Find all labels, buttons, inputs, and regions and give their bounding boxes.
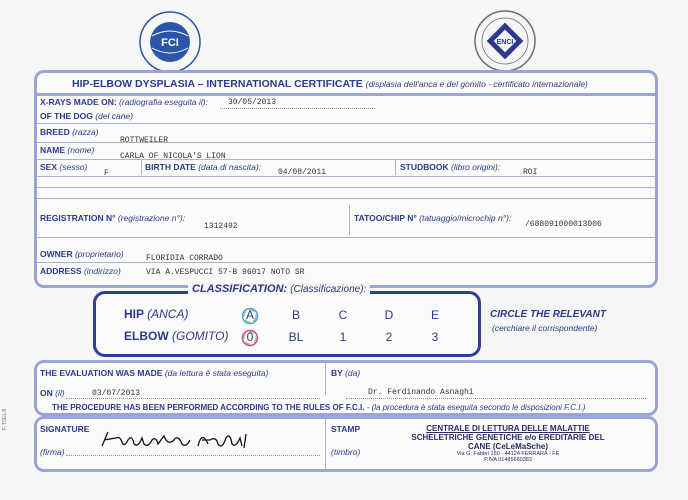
address-label: ADDRESS (indirizzo) bbox=[40, 266, 121, 276]
birth-label: BIRTH DATE (data di nascita): bbox=[145, 162, 262, 172]
hip-grade-circle bbox=[240, 306, 260, 326]
stamp-line-1: CENTRALE DI LETTURA DELLE MALATTIE bbox=[426, 424, 590, 433]
hip-grade-e: E bbox=[430, 308, 439, 322]
sex-value: F bbox=[104, 169, 109, 178]
enci-logo bbox=[472, 8, 538, 74]
elbow-label: ELBOW (GOMITO) bbox=[124, 329, 229, 343]
xray-value: 30/05/2013 bbox=[228, 98, 277, 107]
classification-box bbox=[93, 291, 481, 357]
stamp-label: STAMP bbox=[331, 424, 361, 434]
stamp-line-5: P.IVA 01485660383 bbox=[484, 457, 532, 463]
evaluation-on-label: ON (il) bbox=[40, 388, 65, 398]
hip-grade-d: D bbox=[384, 308, 394, 322]
title-main: HIP-ELBOW DYSPLASIA – INTERNATIONAL CERTIFICATE bbox=[72, 78, 363, 90]
fci-logo bbox=[138, 10, 202, 74]
studbook-label: STUDBOOK (libro origini): bbox=[400, 162, 501, 172]
signature-label: SIGNATURE bbox=[40, 424, 90, 434]
elbow-grade-1: 1 bbox=[339, 330, 347, 344]
stamp-label-it: (timbro) bbox=[331, 447, 361, 457]
registration-label: REGISTRATION N° (registrazione n°): bbox=[40, 213, 186, 223]
classification-title: CLASSIFICATION: (Classificazione): bbox=[188, 283, 370, 295]
elbow-grade-3: 3 bbox=[431, 330, 439, 344]
owner-value: FLORIDIA CORRADO bbox=[146, 254, 223, 263]
xray-label: X-RAYS MADE ON: (radiografia eseguita il): bbox=[40, 97, 208, 107]
evaluation-by-label: BY (da) bbox=[331, 368, 361, 378]
side-code: F-TSEL/II bbox=[2, 408, 8, 430]
procedure-text: THE PROCEDURE HAS BEEN PERFORMED ACCORDING TO THE RULES OF F.C.I. - (la procedura è stata eseguita secondo le disposizioni F.C.I.) bbox=[52, 403, 586, 412]
birth-value: 04/08/2011 bbox=[278, 168, 327, 177]
breed-label: BREED (razza) bbox=[40, 127, 99, 137]
elbow-grade-2: 2 bbox=[385, 330, 393, 344]
hip-grade-c: C bbox=[338, 308, 348, 322]
stamp-line-2: SCHELETRICHE GENETICHE e/o EREDITARIE DEL bbox=[411, 433, 605, 442]
certificate-title bbox=[72, 78, 588, 90]
evaluation-made-label: THE EVALUATION WAS MADE (da lettura è stata eseguita) bbox=[40, 368, 269, 378]
fci-logo-text: FCI bbox=[161, 37, 179, 49]
tatoo-label: TATOO/CHIP N° (tatuaggio/microchip n°): bbox=[354, 213, 512, 223]
ofdog-label: OF THE DOG (del cane) bbox=[40, 111, 134, 121]
stamp-line-4: Via G. Fabbri 160 - 44124 FERRARA - FE bbox=[456, 451, 560, 457]
registration-value: 1312492 bbox=[204, 222, 238, 231]
hip-grade-b: B bbox=[291, 308, 300, 322]
name-label: NAME (nome) bbox=[40, 145, 95, 155]
circle-note-it: (cerchiare il corrispondente) bbox=[492, 323, 598, 333]
evaluation-on-value: 03/07/2013 bbox=[92, 389, 141, 398]
stamp-line-3: CANE (CeLeMaSche) bbox=[467, 442, 548, 451]
hip-grade-a: A bbox=[245, 308, 254, 322]
name-value: CARLA OF NICOLA'S LION bbox=[120, 152, 226, 161]
tatoo-value: /688091000013006 bbox=[525, 220, 602, 229]
owner-label: OWNER (proprietario) bbox=[40, 249, 124, 259]
signature-image bbox=[98, 428, 258, 454]
elbow-grade-bl: BL bbox=[288, 330, 304, 344]
elbow-grade-0: 0 bbox=[246, 330, 254, 344]
circle-note: CIRCLE THE RELEVANT bbox=[490, 309, 606, 320]
elbow-grade-circle bbox=[240, 328, 260, 348]
breed-value: ROTTWEILER bbox=[120, 136, 169, 145]
title-sub: (displasia dell'anca e del gomito - certificato internazionale) bbox=[365, 79, 588, 89]
sex-label: SEX (sesso) bbox=[40, 162, 88, 172]
evaluation-by-value: Dr. Ferdinando Asnaghi bbox=[368, 388, 474, 397]
hip-label: HIP (ANCA) bbox=[124, 307, 189, 321]
studbook-value: ROI bbox=[523, 168, 538, 177]
stamp bbox=[388, 424, 628, 463]
enci-logo-text: ENCI bbox=[496, 39, 514, 46]
address-value: VIA A.VESPUCCI 57-B 96017 NOTO SR bbox=[146, 268, 305, 277]
signature-label-it: (firma) bbox=[40, 447, 65, 457]
